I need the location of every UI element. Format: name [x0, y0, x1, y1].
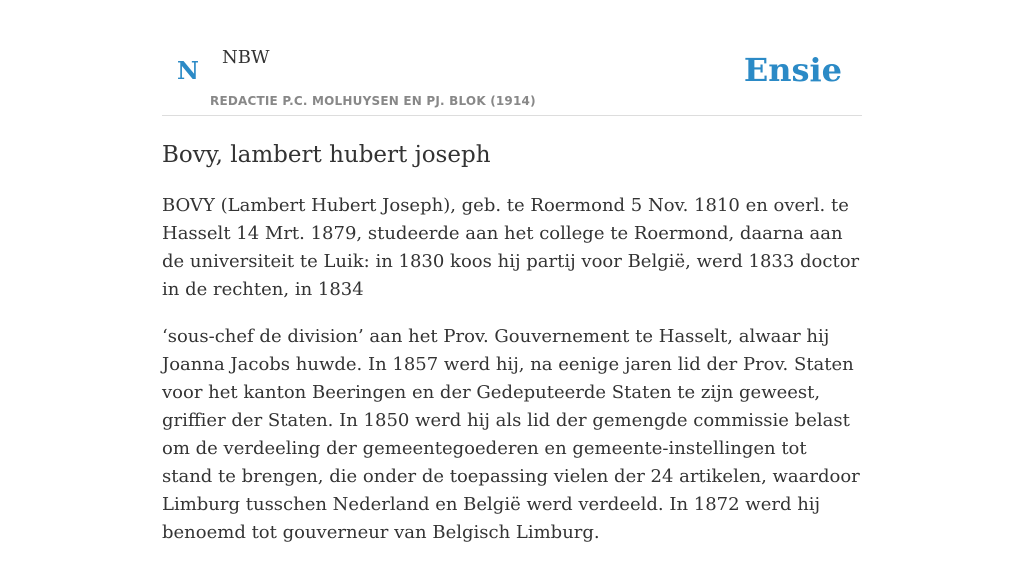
entry-content [162, 192, 862, 566]
site-header [162, 30, 862, 116]
work-subtitle: REDACTIE P.C. MOLHUYSEN EN PJ. BLOK (1914) [210, 94, 536, 108]
brand-logo[interactable]: Ensie [743, 51, 842, 89]
entry-paragraph: BOVY (Lambert Hubert Joseph), geb. te Roermond 5 Nov. 1810 en overl. te Hasselt 14 Mrt. 1879, studeerde aan het college te Roermond, daarna aan de universiteit te Luik: in 1830 koos hij partij voor België, werd 1833 doctor in de rechten, in 1834 [162, 195, 860, 300]
entry-title: Bovy, lambert hubert joseph [162, 142, 491, 168]
entry-paragraph: ‘sous-chef de division’ aan het Prov. Gouvernement te Hasselt, alwaar hij Joanna Jacobs huwde. In 1857 werd hij, na eenige jaren lid der Prov. Staten voor het kanton Beeringen en der Gedeputeerde Staten te zijn geweest, griffier der Staten. In 1850 werd hij als lid der gemengde commissie belast om de verdeeling der gemeentegoederen en gemeente-instellingen tot stand te brengen, die onder de toepassing vielen der 24 artikelen, waardoor Limburg tusschen Nederland en België werd verdeeld. In 1872 werd hij benoemd tot gouverneur van Belgisch Limburg. [162, 326, 860, 543]
work-title[interactable]: NBW [222, 47, 270, 68]
work-logo[interactable]: N [177, 56, 199, 85]
